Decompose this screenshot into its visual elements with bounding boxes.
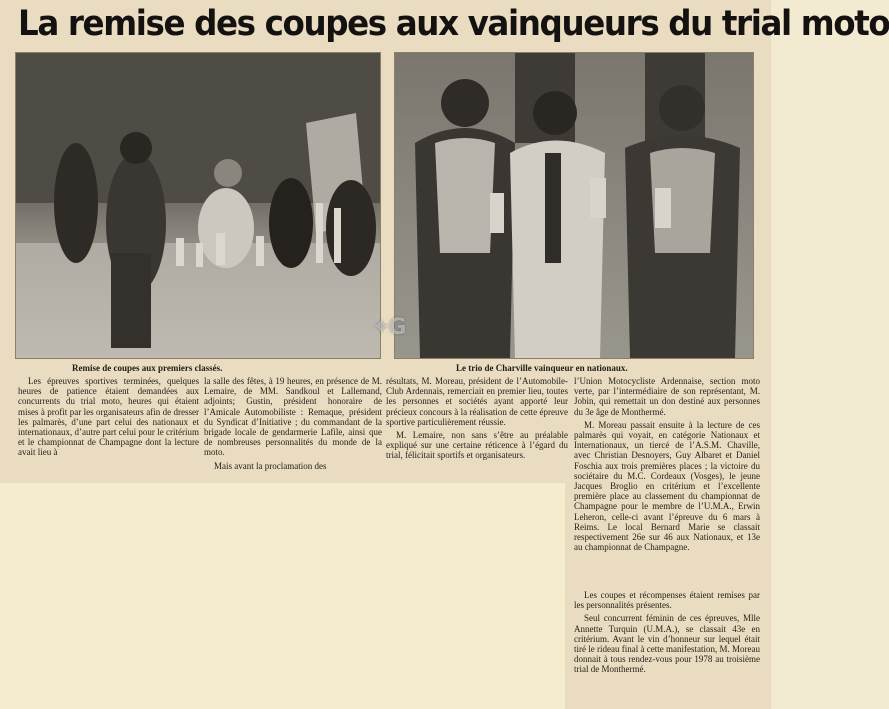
photo-caption-left: Remise de coupes aux premiers classés. — [72, 363, 223, 373]
article-column-4-continued — [574, 590, 760, 675]
photo-charville-trio — [394, 52, 754, 359]
photo-trophy-ceremony — [15, 52, 381, 359]
paragraph: résultats, M. Moreau, président de l’Automobile-Club Ardennais, remerciait en premier lieu, toutes les personnes et sociétés ayant apporté leur précieux concours à la réalisation de cette épreuve sportive particulièrement réussie. — [386, 376, 568, 427]
watermark-logo: ✦G — [372, 315, 405, 340]
paragraph: Seul concurrent féminin de ces épreuves, Mlle Annette Turquin (U.M.A.), se classait 43e en critérium. Avant le vin d’honneur sur lequel était tiré le rideau final à cette manifestation, M. Moreau donnait à tous rendez-vous pour 1978 au troisième trial de Monthermé. — [574, 613, 760, 675]
paragraph: la salle des fêtes, à 19 heures, en présence de M. Lemaire, de MM. Sandkoul et Lallemand, adjoints; Gustin, président honoraire de l’Amicale Automobiliste : Remaque, président du Syndicat d’Initiative ; du commandant de la brigade locale de gendarmerie Lafile, ainsi que de nombreuses personnalités du monde de la moto. — [204, 376, 382, 458]
paragraph: Mais avant la proclamation des — [214, 460, 327, 471]
article-column-1 — [18, 376, 199, 458]
paragraph: M. Lemaire, non sans s’être au préalable expliqué sur une certaine réticence à l’égard du trial, félicitait sportifs et organisateurs. — [386, 430, 568, 461]
headline: La remise des coupes aux vainqueurs du trial moto — [18, 4, 889, 44]
paragraph: Les coupes et récompenses étaient remises par les personnalités présentes. — [574, 590, 760, 611]
paragraph: l’Union Motocycliste Ardennaise, section moto verte, par l’intermédiaire de son représentant, M. Jobin, qui remettait un don destiné aux personnes du 3e âge de Monthermé. — [574, 376, 760, 417]
paragraph: Les épreuves sportives terminées, quelques heures de patience étaient demandées aux concurrents du trial moto, heures qui étaient mises à profit par les organisateurs afin de dresser les palmarès, d’une part celui des nationaux et internationaux, d’autre part celui pour le critérium et le championnat de Champagne dont la lecture avait lieu à — [18, 376, 199, 458]
article-column-2 — [204, 376, 382, 471]
paragraph: M. Moreau passait ensuite à la lecture de ces palmarès qui voyait, en catégorie Nationaux et Internationaux, un tiercé de l’A.S.M. Chaville, avec Christian Desnoyers, Guy Albaret et Daniel Foschia aux trois premières places ; la victoire du sociétaire du M.C. Cordeaux (Vosges), le jeune Jacques Broglio en critérium et l’excellente première place au classement du championnat de Champagne pour le membre de l’U.M.A., Erwin Leheron, celle-ci avant l’épreuve du 6 mars à Reims. Le local Bernard Marie se classait respectivement 26e sur 46 aux Nationaux, et 13e au championnat de Champagne. — [574, 419, 760, 553]
article-column-3 — [386, 376, 568, 461]
blank-area — [0, 483, 565, 709]
photo-caption-right: Le trio de Charville vainqueur en nationaux. — [456, 363, 628, 373]
article-column-4 — [574, 376, 760, 552]
